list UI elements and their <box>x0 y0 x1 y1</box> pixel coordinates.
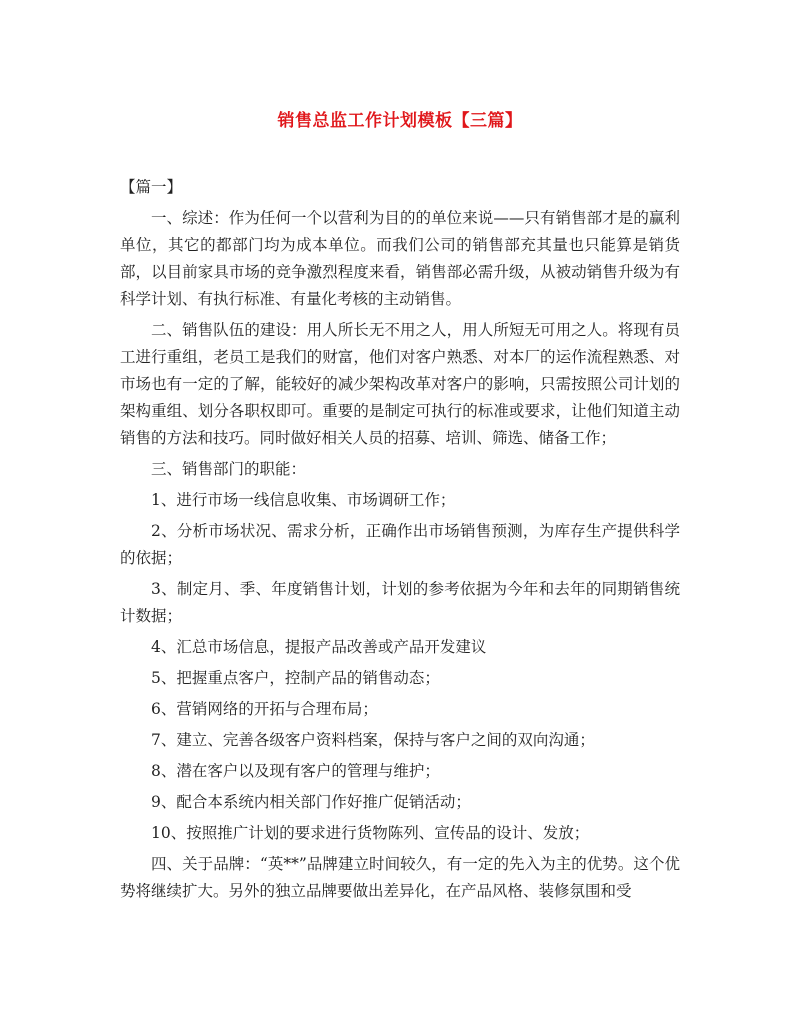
paragraph-department-functions: 三、销售部门的职能： <box>151 460 307 478</box>
list-item: 10、按照推广计划的要求进行货物陈列、宣传品的设计、发放； <box>151 824 590 842</box>
document-body <box>120 174 680 909</box>
list-item: 9、配合本系统内相关部门作好推广促销活动； <box>151 793 471 811</box>
paragraph-brand: 四、关于品牌：“英**”品牌建立时间较久，有一定的先入为主的优势。这个优势将继续扩大。另外的独立品牌要做出差异化，在产品风格、装修氛围和受 <box>120 855 680 900</box>
document-title: 销售总监工作计划模板【三篇】 <box>277 111 523 131</box>
list-item: 7、建立、完善各级客户资料档案，保持与客户之间的双向沟通； <box>151 731 595 749</box>
paragraph-team-building: 二、销售队伍的建设：用人所长无不用之人，用人所短无可用之人。将现有员工进行重组，老员工是我们的财富，他们对客户熟悉、对本厂的运作流程熟悉、对市场也有一定的了解，能较好的减少架构改革对客户的影响，只需按照公司计划的架构重组、划分各职权即可。重要的是制定可执行的标准或要求，让他们知道主动销售的方法和技巧。同时做好相关人员的招募、培训、筛选、储备工作； <box>120 321 680 447</box>
paragraph-overview: 一、综述：作为任何一个以营利为目的的单位来说——只有销售部才是的赢利单位，其它的都部门均为成本单位。而我们公司的销售部充其量也只能算是销货部，以目前家具市场的竞争激烈程度来看，销售部必需升级，从被动销售升级为有科学计划、有执行标准、有量化考核的主动销售。 <box>120 209 680 308</box>
list-item: 4、汇总市场信息，提报产品改善或产品开发建议 <box>151 638 487 656</box>
list-item: 1、进行市场一线信息收集、市场调研工作； <box>151 491 456 509</box>
list-item: 3、制定月、季、年度销售计划，计划的参考依据为今年和去年的同期销售统计数据； <box>120 580 680 625</box>
list-item: 2、分析市场状况、需求分析，正确作出市场销售预测，为库存生产提供科学的依据； <box>120 522 680 567</box>
list-item: 8、潜在客户以及现有客户的管理与维护； <box>151 762 440 780</box>
list-item: 5、把握重点客户，控制产品的销售动态； <box>151 669 440 687</box>
section-marker: 【篇一】 <box>120 178 183 196</box>
list-item: 6、营销网络的开拓与合理布局； <box>151 700 378 718</box>
